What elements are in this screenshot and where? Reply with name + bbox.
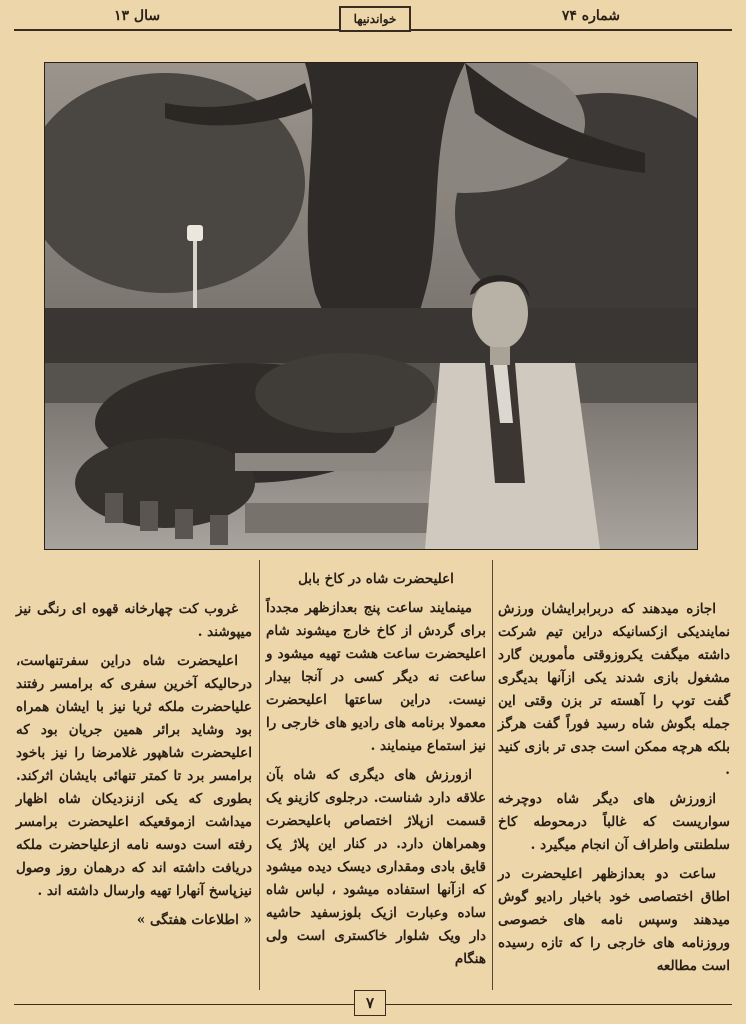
article-column-middle [266,568,486,977]
volume-year: سال ۱۳ [114,8,161,24]
page-number: ۷ [354,990,386,1016]
masthead-logo: خواندنیها [339,6,411,32]
paragraph: ساعت دو بعدازظهر اعلیحضرت در اطاق اختصاصی خود باخبار رادیو گوش میدهند وسپس نامه های خصوصی وروزنامه های خارجی را که تازه رسیده است مطالعه [498,866,730,974]
photo-caption: اعلیحضرت شاه در کاخ بابل [298,571,454,587]
photo-shah-in-garden [44,62,698,550]
article-column-left [16,598,252,938]
paragraph: ازورزش های دیگر شاه دوچرخه سواریست که غالباً درمحوطه کاخ سلطنتی واطراف آن انجام میگیرد . [498,791,730,853]
source-credit: « اطلاعات هفتگی » [136,912,252,928]
column-divider [492,560,493,990]
paragraph: غروب کت چهارخانه قهوه ای رنگی نیز میپوشند . [16,601,252,640]
article-column-right [498,598,730,984]
issue-number: شماره ۷۴ [561,8,620,24]
column-divider [259,560,260,990]
paragraph: اجازه میدهند که دربرابرایشان ورزش نمایندیکی ازکسانیکه دراین تیم شرکت داشته میگفت یکروزوقتی مأمورین گارد مشغول بازی شدند یکی ازآنها بدیگری گفت توپ را آهسته تر بزن وقتی این جمله بگوش شاه رسید فوراً گفت هرگز بلکه هرچه ممکن است جدی تر بازی کنید . [498,601,730,778]
paragraph: مینمایند ساعت پنج بعدازظهر مجدداً برای گردش از کاخ خارج میشوند شام اعلیحضرت ساعت هشت تهیه میشود و ساعت نه دیگر کسی در آنجا بیدار نیست. دراین ساعتها اعلیحضرت معمولا برنامه های رادیو های خارجی را نیز استماع مینمایند . [266,600,486,754]
paragraph: ازورزش های دیگری که شاه بآن علاقه دارد شناست. درجلوی کازینو یک قسمت ازپلاژ اختصاص باعلیحضرت وهمراهان دارد. در کنار این پلاژ یک قایق بادی ومقداری دیسک دیده میشود که ازآنها استفاده میشود ، لباس شاه ساده وعبارت ازیک بلوزسفید حاشیه دار ویک شلوار خاکستری است ولی هنگام [266,767,486,967]
paragraph: اعلیحضرت شاه دراین سفرتنهاست، درحالیکه آخرین سفری که برامسر رفتند علیاحضرت ملکه ثریا نیز با ایشان همراه بود وشاید برائر همین جریان بود که اعلیحضرت شاهپور غلامرضا را نیز باخود برامسر برد تا کمتر تنهائی بایشان اثرکند. بطوری که یکی ازنزدیکان شاه اظهار میداشت ازموقعیکه اعلیحضرت برامسر رفته است دوسه نامه ازعلیاحضرت ملکه دریافت داشته اند که درهمان روز وصول نیزپاسخ آنهارا تهیه وارسال داشته اند . [16,653,252,899]
